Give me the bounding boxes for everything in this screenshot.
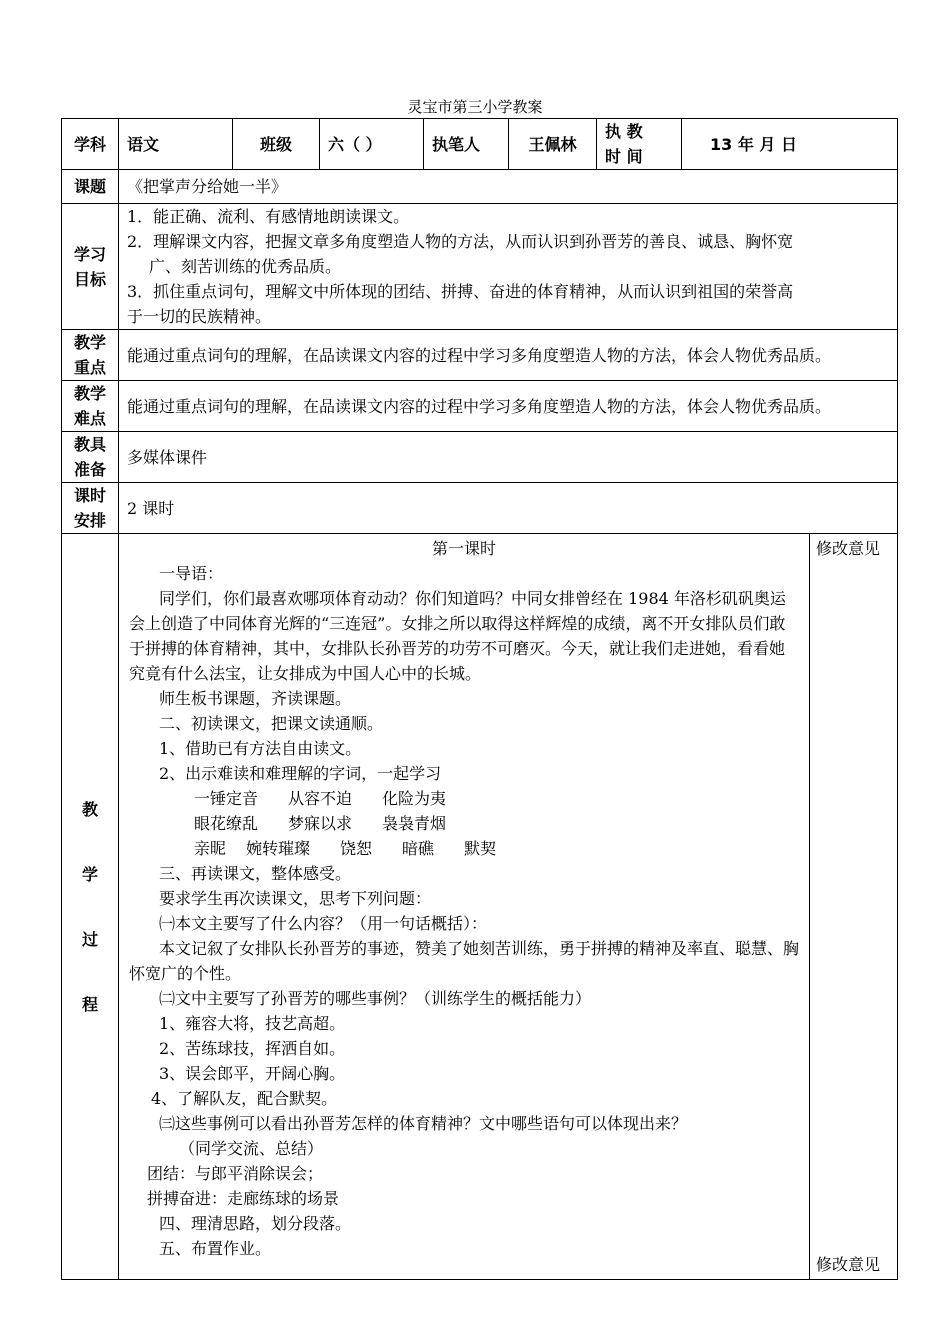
question-3: ㈢这些事例可以看出孙晋芳怎样的体育精神？文中哪些语句可以体现出来？ xyxy=(159,1114,688,1133)
process-label xyxy=(62,534,119,1280)
goal-item: 于一切的民族精神。 xyxy=(127,307,272,326)
difficulty-label-2: 难点 xyxy=(73,409,106,428)
author-label: 执笔人 xyxy=(424,119,509,170)
period-heading: 第一课时 xyxy=(431,539,496,558)
process-line: 四、理清思路，划分段落。 xyxy=(159,1214,352,1233)
topic-row xyxy=(62,170,898,204)
question-1: ㈠本文主要写了什么内容？（用一句话概括）： xyxy=(159,914,488,933)
periods-label-2: 安排 xyxy=(73,511,106,530)
revision-notes xyxy=(810,534,898,1280)
process-label-char: 程 xyxy=(81,994,98,1014)
process-line: 五、布置作业。 xyxy=(159,1239,272,1258)
difficulty-label xyxy=(62,381,119,432)
class-label: 班级 xyxy=(233,119,320,170)
periods-label-1: 课时 xyxy=(73,486,106,505)
tools-label-2: 准备 xyxy=(73,460,106,479)
time-label-line1: 执 教 xyxy=(605,122,643,141)
difficulty-row xyxy=(62,381,898,432)
time-label xyxy=(597,119,682,170)
difficulty-label-1: 教学 xyxy=(73,384,106,403)
word-row xyxy=(129,811,799,836)
process-label-char: 过 xyxy=(81,929,98,949)
goals-value xyxy=(119,204,898,330)
process-label-char: 学 xyxy=(81,864,98,884)
process-line: 要求学生再次读课文，思考下列问题： xyxy=(159,889,432,908)
date-value: 13 年 月 日 xyxy=(682,119,898,170)
school-title: 灵宝市第三小学教案 xyxy=(407,98,543,116)
key-point-value: 能通过重点词句的理解，在品读课文内容的过程中学习多角度塑造人物的方法，体会人物优秀品质。 xyxy=(119,330,898,381)
vocab-word: 一锤定音 xyxy=(194,789,259,808)
tools-label xyxy=(62,432,119,483)
vocab-word: 梦寐以求 xyxy=(288,814,353,833)
vocab-word: 饶恕 xyxy=(340,839,373,858)
word-row xyxy=(129,786,799,811)
goals-row xyxy=(62,204,898,330)
intro-title: 一导语： xyxy=(159,564,224,583)
goal-item: 3．抓住重点词句，理解文中所体现的团结、拼搏、奋进的体育精神，从而认识到祖国的荣誉高 xyxy=(127,282,794,301)
goal-item: 广、刻苦训练的优秀品质。 xyxy=(149,257,342,276)
periods-label xyxy=(62,483,119,534)
periods-value: 2 课时 xyxy=(119,483,898,534)
revision-note-bottom: 修改意见 xyxy=(816,1255,881,1274)
time-label-line2: 时 间 xyxy=(605,147,643,166)
vocab-word: 亲昵 xyxy=(194,839,227,858)
tools-row xyxy=(62,432,898,483)
example-item: 4、了解队友，配合默契。 xyxy=(151,1089,338,1108)
tools-value: 多媒体课件 xyxy=(119,432,898,483)
process-row xyxy=(62,534,898,1280)
process-label-char: 教 xyxy=(81,799,98,819)
key-point-row xyxy=(62,330,898,381)
vocab-word: 袅袅青烟 xyxy=(382,814,447,833)
tools-label-1: 教具 xyxy=(73,435,106,454)
example-item: 2、苦练球技，挥洒自如。 xyxy=(159,1039,346,1058)
summary-line: 拼搏奋进：走廊练球的场景 xyxy=(147,1189,340,1208)
vocab-word: 从容不迫 xyxy=(288,789,353,808)
summary-line: 团结：与郎平消除误会； xyxy=(147,1164,324,1183)
subject-value: 语文 xyxy=(119,119,233,170)
example-item: 1、雍容大将，技艺高超。 xyxy=(159,1014,346,1033)
process-content xyxy=(119,534,810,1280)
word-row xyxy=(129,836,799,861)
goal-item: 2．理解课文内容，把握文章多角度塑造人物的方法，从而认识到孙晋芳的善良、诚恳、胸怀宽 xyxy=(127,232,794,251)
process-line: 1、借助已有方法自由读文。 xyxy=(159,739,362,758)
key-point-label xyxy=(62,330,119,381)
answer-1: 本文记叙了女排队长孙晋芳的事迹，赞美了她刻苦训练，勇于拼搏的精神及率直、聪慧、胸怀宽广的个性。 xyxy=(129,939,800,983)
vocab-word: 眼花缭乱 xyxy=(194,814,259,833)
topic-value: 《把掌声分给她一半》 xyxy=(119,170,898,204)
goals-label-2: 目标 xyxy=(73,269,106,289)
vocab-word: 暗礁 xyxy=(402,839,435,858)
header-row xyxy=(62,119,898,170)
subject-label: 学科 xyxy=(62,119,119,170)
difficulty-value: 能通过重点词句的理解，在品读课文内容的过程中学习多角度塑造人物的方法，体会人物优秀品质。 xyxy=(119,381,898,432)
class-value: 六（ ） xyxy=(320,119,424,170)
process-line: 二、初读课文，把课文读通顺。 xyxy=(159,714,384,733)
process-line: 2、出示难读和难理解的字词，一起学习 xyxy=(159,764,442,783)
question-2: ㈡文中主要写了孙晋芳的哪些事例？（训练学生的概括能力） xyxy=(159,989,592,1008)
goals-label-1: 学习 xyxy=(73,244,106,264)
example-item: 3、误会郎平，开阔心胸。 xyxy=(159,1064,346,1083)
vocab-word: 默契 xyxy=(464,839,497,858)
question-3-note: （同学交流、总结） xyxy=(179,1139,324,1158)
goals-label xyxy=(62,204,119,330)
process-line: 三、再读课文，整体感受。 xyxy=(159,864,352,883)
key-point-label-1: 教学 xyxy=(73,333,106,352)
lesson-plan-table xyxy=(61,118,898,1280)
revision-note-top: 修改意见 xyxy=(816,539,881,558)
key-point-label-2: 重点 xyxy=(73,358,106,377)
intro-paragraph: 同学们，你们最喜欢哪项体育动动？你们知道吗？中同女排曾经在 1984 年洛杉矶矾奥运会上创造了中同体育光辉的“三连冠”。女排之所以取得这样辉煌的成绩，离不开女排队员们敢于拼搏的体育精神，其中，女排队长孙晋芳的功劳不可磨灭。今天，就让我们走进她，看看她究竟有什么法宝，让女排成为中国人心中的长城。 xyxy=(129,589,786,683)
vocab-word: 婉转璀璨 xyxy=(246,839,311,858)
periods-row xyxy=(62,483,898,534)
process-line: 师生板书课题，齐读课题。 xyxy=(159,689,352,708)
goal-item: 1．能正确、流利、有感情地朗读课文。 xyxy=(127,207,410,226)
vocab-word: 化险为夷 xyxy=(382,789,447,808)
author-value: 王佩林 xyxy=(509,119,597,170)
topic-label: 课题 xyxy=(62,170,119,204)
